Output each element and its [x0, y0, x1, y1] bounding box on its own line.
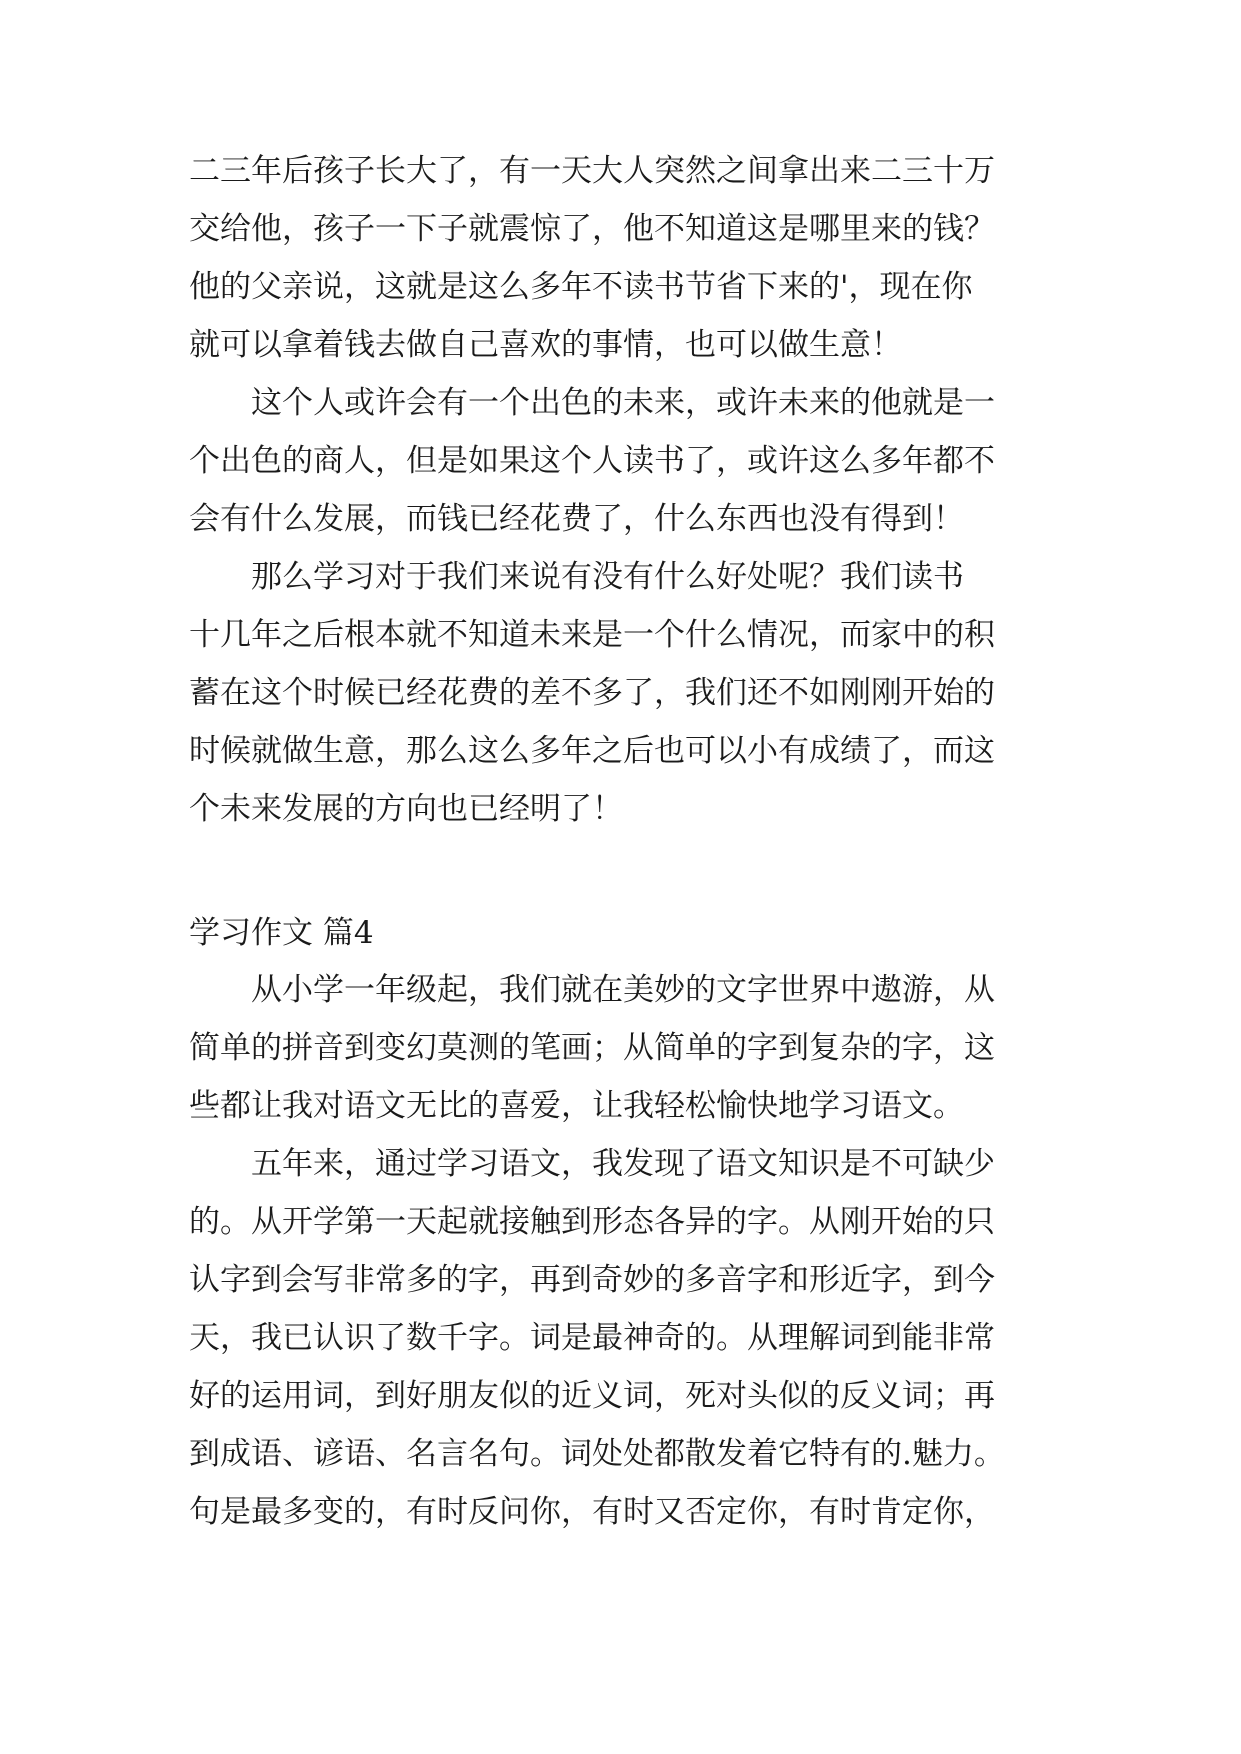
- text-line: 个出色的商人，但是如果这个人读书了，或许这么多年都不: [189, 443, 995, 479]
- text-line: 的。从开学第一天起就接触到形态各异的字。从刚开始的只: [189, 1204, 995, 1240]
- text-line: 会有什么发展，而钱已经花费了，什么东西也没有得到！: [189, 501, 964, 537]
- text-line: 那么学习对于我们来说有没有什么好处呢？我们读书: [189, 559, 964, 595]
- text-line: 交给他，孩子一下子就震惊了，他不知道这是哪里来的钱？: [189, 211, 995, 247]
- text-line: 他的父亲说，这就是这么多年不读书节省下来的'，现在你: [189, 269, 973, 305]
- text-line: 天，我已认识了数千字。词是最神奇的。从理解词到能非常: [189, 1320, 995, 1356]
- text-line: 时候就做生意，那么这么多年之后也可以小有成绩了，而这: [189, 733, 995, 769]
- text-line: 从小学一年级起，我们就在美妙的文字世界中遨游，从: [189, 972, 995, 1008]
- text-line: 简单的拼音到变幻莫测的笔画；从简单的字到复杂的字，这: [189, 1030, 995, 1066]
- text-line: 好的运用词，到好朋友似的近义词，死对头似的反义词；再: [189, 1378, 995, 1414]
- text-line: 这个人或许会有一个出色的未来，或许未来的他就是一: [189, 385, 995, 421]
- text-line: 十几年之后根本就不知道未来是一个什么情况，而家中的积: [189, 617, 995, 653]
- text-line: 句是最多变的，有时反问你，有时又否定你，有时肯定你，: [189, 1494, 995, 1530]
- text-line: 二三年后孩子长大了，有一天大人突然之间拿出来二三十万: [189, 153, 995, 189]
- text-line: 认字到会写非常多的字，再到奇妙的多音字和形近字，到今: [189, 1262, 995, 1298]
- text-line: 就可以拿着钱去做自己喜欢的事情，也可以做生意！: [189, 327, 902, 363]
- section-heading: 学习作文 篇4: [189, 915, 374, 951]
- text-line: 些都让我对语文无比的喜爱，让我轻松愉快地学习语文。: [189, 1088, 964, 1124]
- text-line: 到成语、谚语、名言名句。词处处都散发着它特有的.魅力。: [189, 1436, 1005, 1472]
- text-line: 个未来发展的方向也已经明了！: [189, 791, 623, 827]
- text-line: 五年来，通过学习语文，我发现了语文知识是不可缺少: [189, 1146, 995, 1182]
- text-line: 蓄在这个时候已经花费的差不多了，我们还不如刚刚开始的: [189, 675, 995, 711]
